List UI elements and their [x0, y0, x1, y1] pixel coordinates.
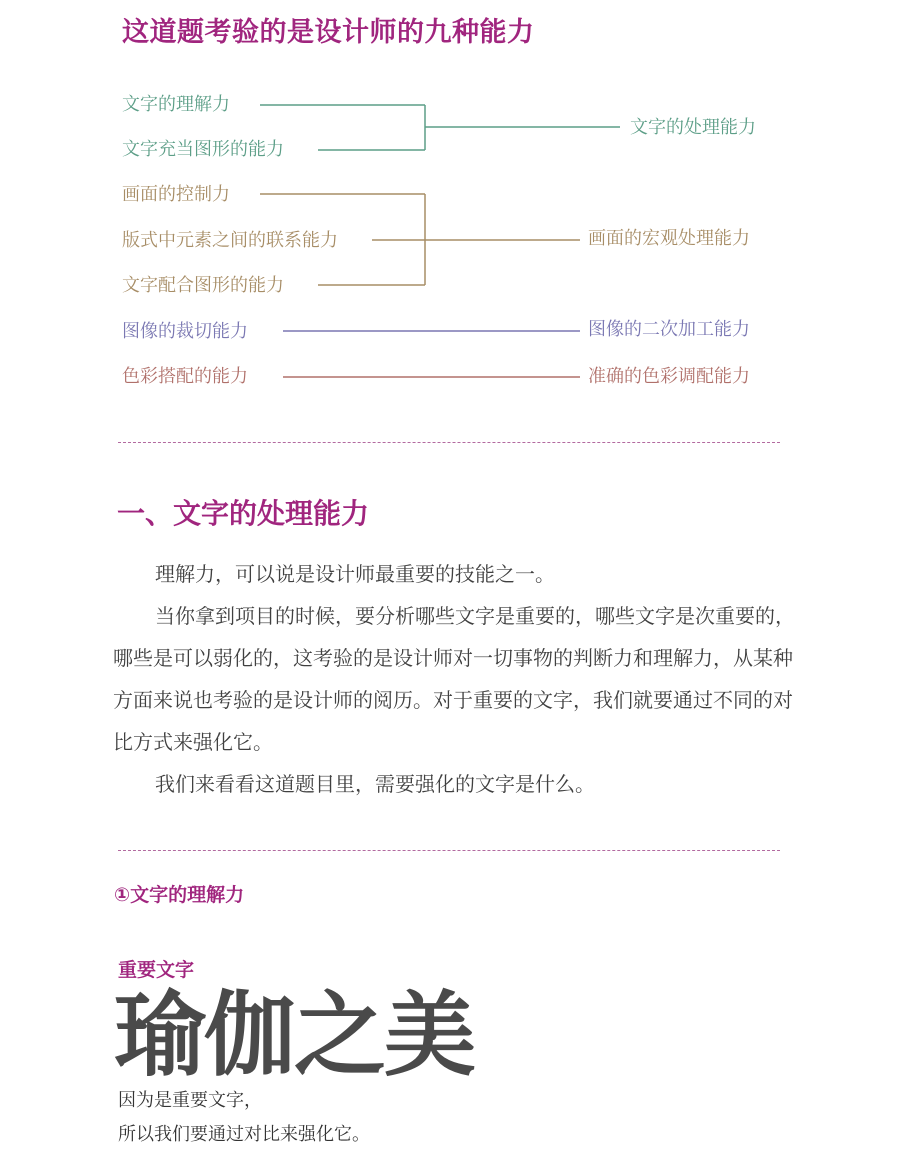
ability-diagram — [0, 80, 900, 400]
ability-item: 画面的控制力 — [122, 184, 230, 205]
ability-item: 文字充当图形的能力 — [122, 139, 284, 160]
ability-result: 画面的宏观处理能力 — [588, 228, 750, 249]
ability-item: 文字配合图形的能力 — [122, 275, 284, 296]
ability-item: 色彩搭配的能力 — [122, 366, 248, 387]
ability-result: 文字的处理能力 — [630, 117, 756, 138]
ability-result: 图像的二次加工能力 — [588, 319, 750, 340]
paragraph: 当你拿到项目的时候，要分析哪些文字是重要的，哪些文字是次重要的，哪些是可以弱化的，这考验的是设计师对一切事物的判断力和理解力，从某种方面来说也考验的是设计师的阅历。对于重要的文字，我们就要通过不同的对比方式来强化它。 — [113, 604, 795, 754]
paragraph: 我们来看看这道题目里，需要强化的文字是什么。 — [155, 772, 595, 796]
example-note: 所以我们要通过对比来强化它。 — [118, 1124, 370, 1145]
example-label: 重要文字 — [118, 959, 195, 981]
example-word: 瑜伽之美 — [114, 982, 475, 1089]
divider — [118, 850, 780, 851]
divider — [118, 442, 780, 443]
subsection-title: ①文字的理解力 — [114, 884, 245, 906]
ability-item: 版式中元素之间的联系能力 — [122, 230, 338, 251]
page-title: 这道题考验的是设计师的九种能力 — [122, 17, 535, 48]
example-note: 因为是重要文字， — [118, 1090, 262, 1111]
section-title: 一、文字的处理能力 — [117, 497, 370, 530]
paragraph: 理解力，可以说是设计师最重要的技能之一。 — [155, 562, 555, 586]
ability-item: 文字的理解力 — [122, 94, 230, 115]
ability-item: 图像的裁切能力 — [122, 321, 248, 342]
ability-result: 准确的色彩调配能力 — [588, 366, 750, 387]
